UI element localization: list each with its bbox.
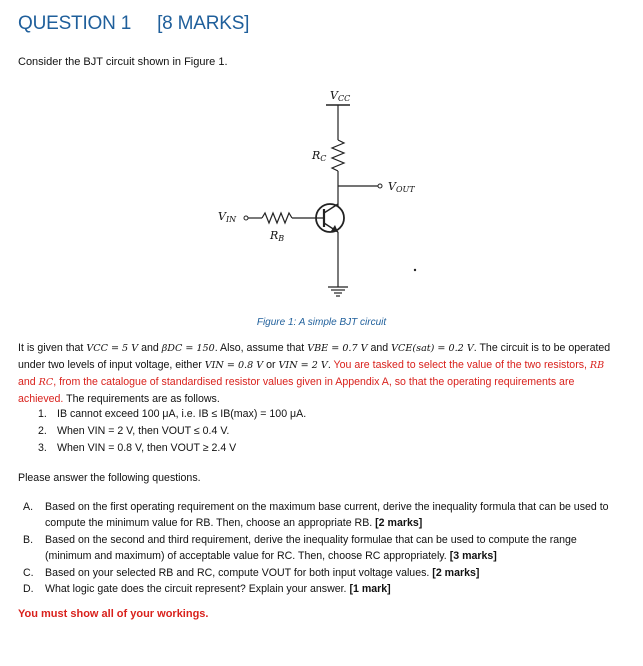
vcc-label: VCC [330,89,351,103]
question-marks: [2 marks] [432,567,480,579]
question-heading [18,13,249,35]
vbe-equation: VBE = 0.7 V [307,343,368,354]
vin-low-equation: VIN = 0.8 V [204,360,264,371]
question-marks: [3 marks] [449,550,497,562]
vin-high-equation: VIN = 2 V [278,360,328,371]
intro-text: Consider the BJT circuit shown in Figure 1. [18,56,228,68]
vout-terminal [378,184,382,188]
stray-dot [414,269,416,271]
task-statement: You are tasked to select the value of the two resistors, RB and RC, from the catalogue of standardised resistor values given in Appendix A, so that the operating requirements are achieved. [18,359,605,405]
question-marks: [2 marks] [375,517,423,529]
requirement-item: 3. When VIN = 0.8 V, then VOUT ≥ 2.4 V [38,442,237,454]
question-item-d: D. What logic gate does the circuit represent? Explain your answer. [1 mark] [23,583,391,595]
vce-sat-equation: VCE(sat) = 0.2 V [391,343,474,354]
vin-terminal [244,216,248,220]
question-marks: [1 mark] [349,583,391,595]
instructions-text: Please answer the following questions. [18,472,201,484]
problem-paragraph: It is given that VCC = 5 V and βDC = 150. Also, assume that VBE = 0.7 V and VCE(sat) = 0.2 V. The circuit is to be operated under two levels of input voltage, either VIN = 0.8 V or VIN = 2 V. You are tasked to select the value of the two resistors, RB and RC, from the catalogue of standardised resistor values given in Appendix A, so that the operating requirements are achieved. The requirements are as follows. [18,342,611,405]
rb-label: RB [270,229,285,243]
vin-label: VIN [218,210,237,224]
vout-label: VOUT [388,180,415,194]
rc-label: RC [312,149,327,163]
question-item-a: A. Based on the first operating requirement on the maximum base current, derive the inequality formula that can be used to compute the minimum value for RB. Then, choose an appropriate RB. [2 marks] [23,501,609,529]
question-item-b: B. Based on the second and third requirement, derive the inequality formulae that can be used to compute the range (minimum and maximum) of acceptable value for RC. Then, choose RC appropriately. [3 marks] [23,534,577,562]
rc-resistor [332,140,344,171]
question-title: QUESTION 1 [18,13,132,34]
bjt-circuit-figure [200,82,440,310]
workings-note: You must show all of your workings. [18,608,209,620]
beta-equation: βDC = 150 [161,343,215,354]
requirement-item: 1. IB cannot exceed 100 μA, i.e. IB ≤ IB(max) = 100 μA. [38,408,307,420]
rb-resistor [262,213,292,223]
vcc-equation: VCC = 5 V [86,343,139,354]
question-marks: [8 MARKS] [157,13,250,34]
question-item-c: C. Based on your selected RB and RC, compute VOUT for both input voltage values. [2 marks] [23,567,480,579]
figure-caption: Figure 1: A simple BJT circuit [256,317,387,328]
requirement-item: 2. When VIN = 2 V, then VOUT ≤ 0.4 V. [38,425,230,437]
